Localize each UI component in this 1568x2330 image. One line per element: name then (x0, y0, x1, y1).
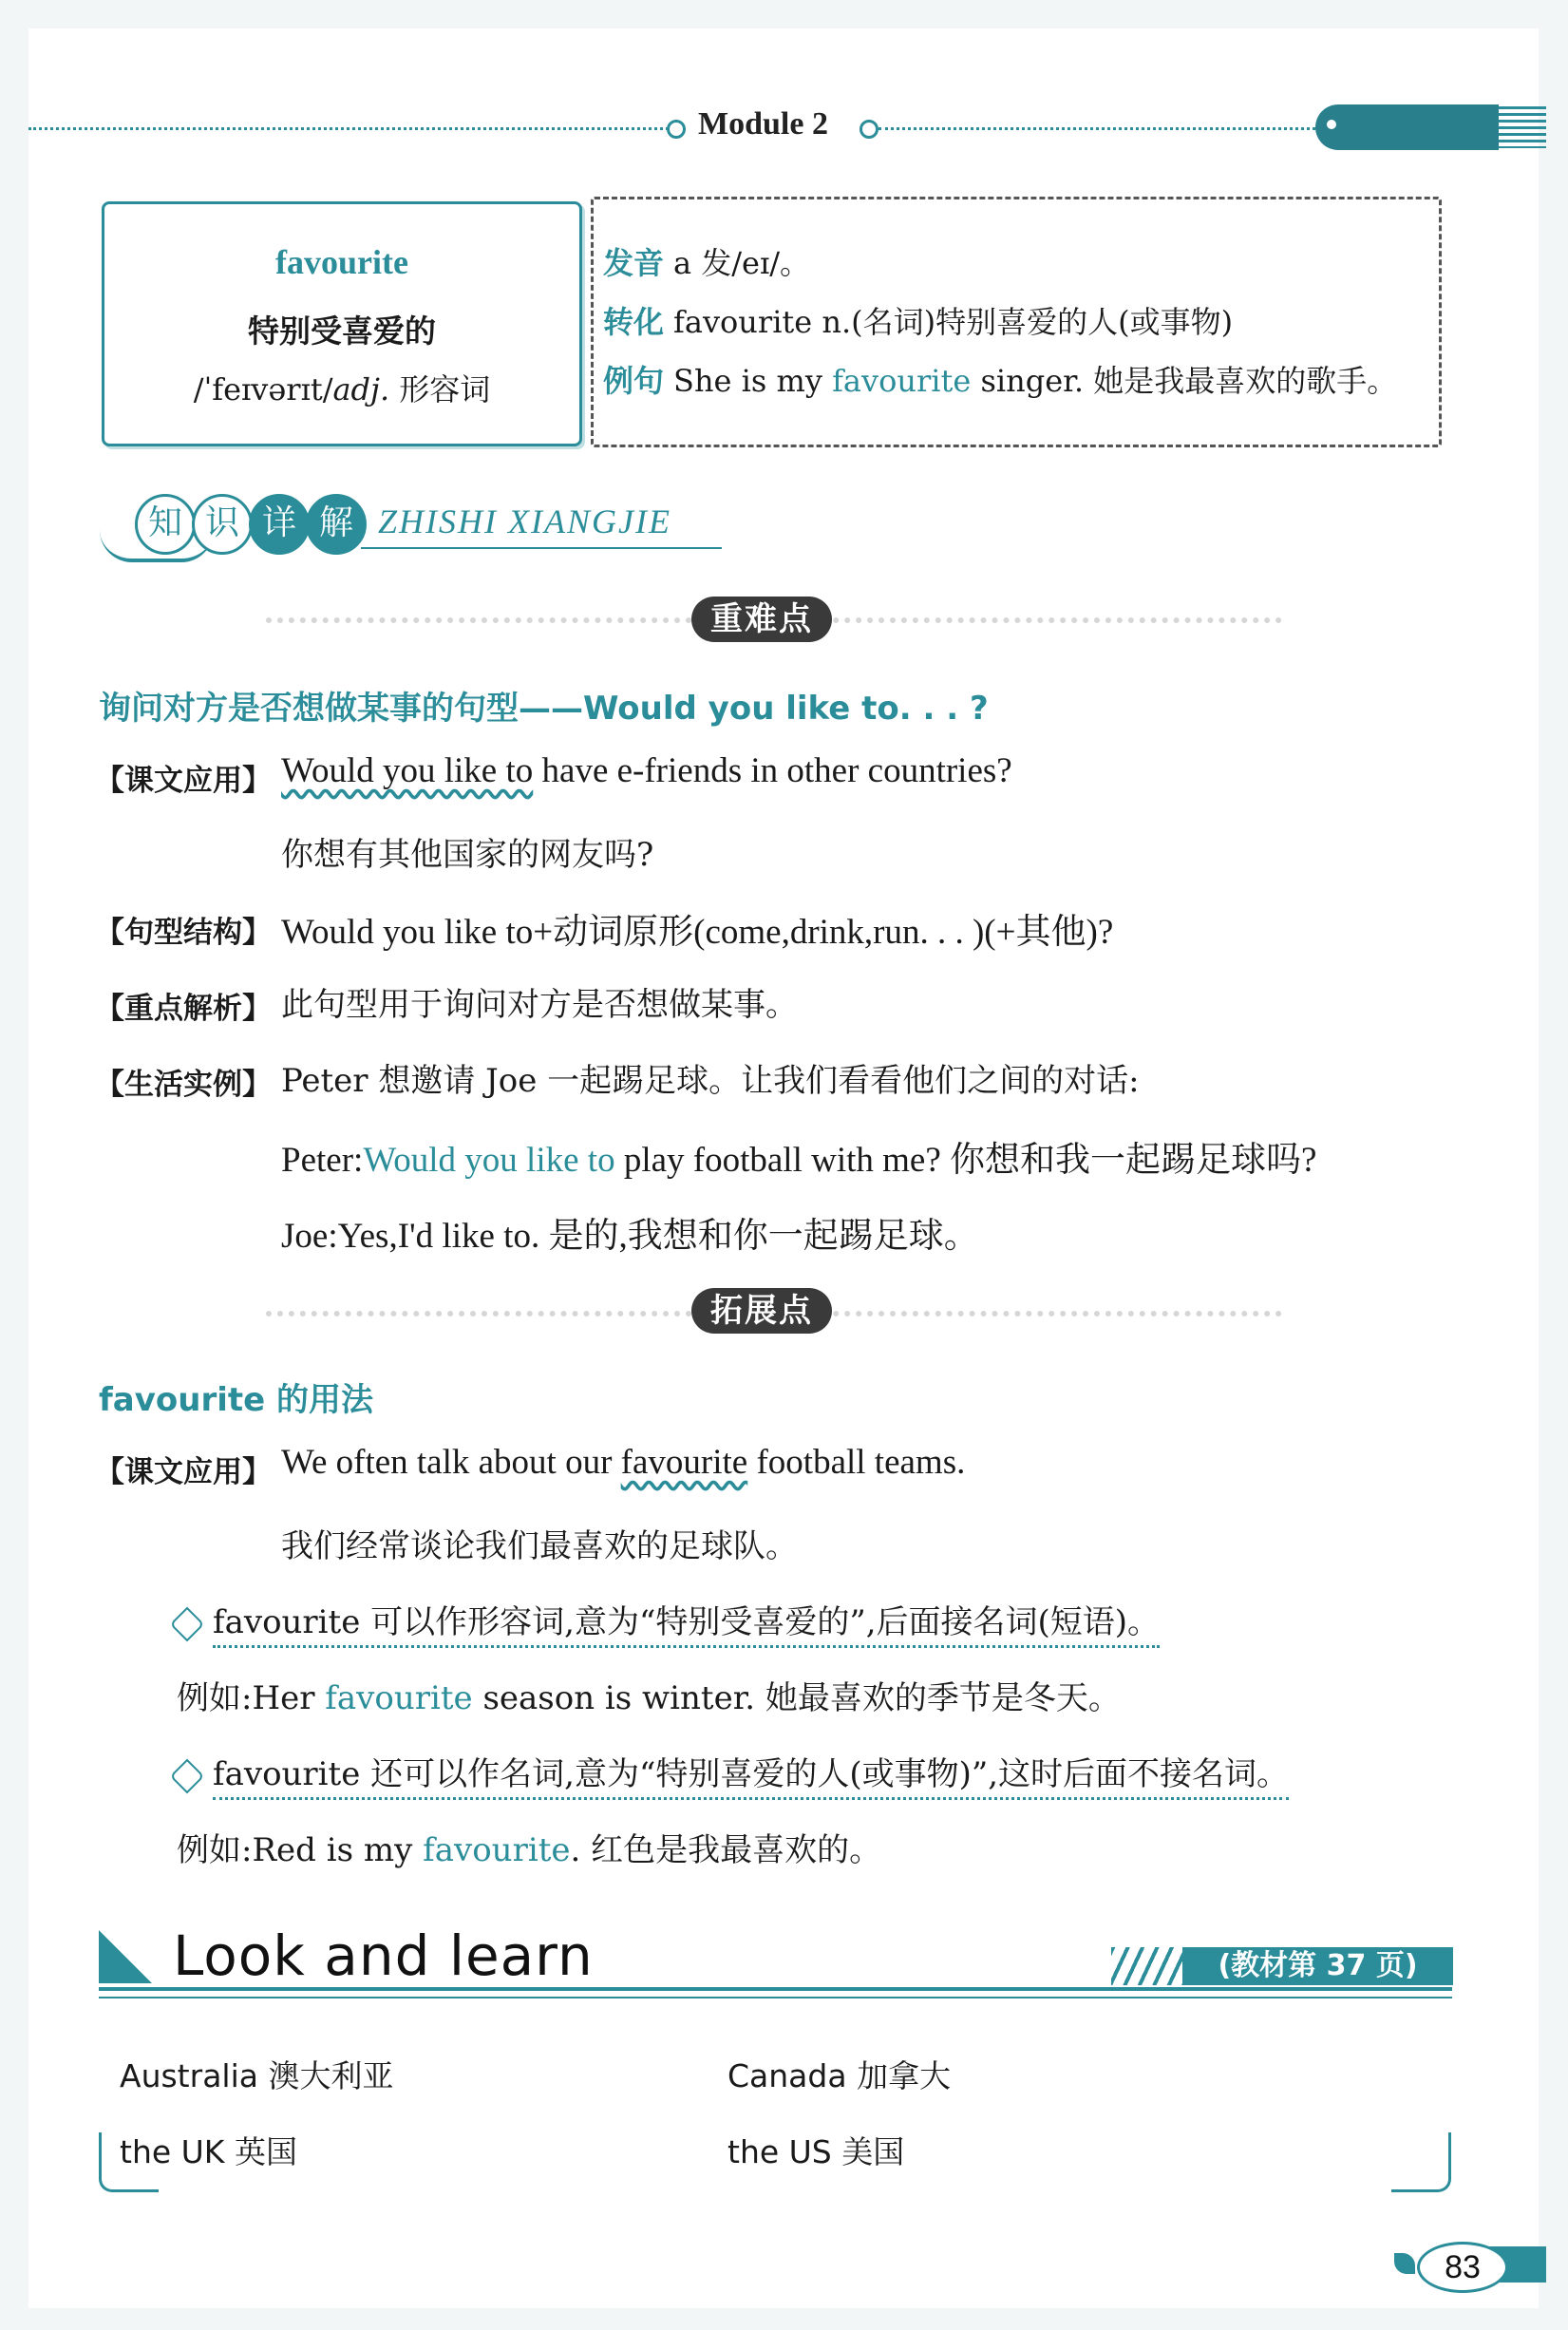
note-text: favourite n.(名词)特别喜爱的人(或事物) (673, 304, 1234, 340)
section-char: 详 (249, 494, 310, 555)
vocab-item (727, 2052, 951, 2096)
sentence-pre: We often talk about our (281, 1443, 621, 1482)
box-corner-right (1391, 2132, 1451, 2192)
example-highlight: favourite (325, 1679, 473, 1717)
vocab-en: the US (727, 2133, 832, 2170)
section-char: 知 (135, 494, 196, 555)
note-label: 例句 (603, 363, 665, 399)
note-example (603, 357, 1397, 401)
word-notes (591, 197, 1442, 447)
sentence-rest: have e-friends in other countries? (533, 751, 1012, 790)
vocab-en: Australia (120, 2057, 258, 2094)
section-underline (361, 547, 722, 549)
badge-key-points: 重难点 (691, 597, 832, 642)
note-text: a 发/eɪ/。 (673, 245, 811, 281)
note-conversion (603, 298, 1233, 342)
look-learn-page-ref: (教材第 37 页) (1182, 1947, 1453, 1985)
topic2-example-2 (177, 1824, 881, 1870)
vocab-en: the UK (120, 2133, 225, 2170)
topic1-analysis: 此句型用于询问对方是否想做某事。 (281, 986, 798, 1024)
box-corner-left (99, 2132, 159, 2192)
note-text-pre: She is my (673, 363, 833, 399)
vocab-zh: 英国 (234, 2133, 297, 2170)
tag-analysis: 【重点解析】 (95, 992, 272, 1026)
word-card-word: favourite (275, 243, 408, 281)
look-learn-title: Look and learn (173, 1923, 594, 1988)
wavy-phrase: Would you like to (281, 751, 534, 790)
note-label: 发音 (603, 245, 665, 281)
speaker: Peter: (281, 1141, 364, 1180)
header-tab (1315, 104, 1499, 150)
vocab-zh: 加拿大 (857, 2057, 952, 2094)
topic1-example-intro: Peter 想邀请 Joe 一起踢足球。让我们看看他们之间的对话: (281, 1062, 1140, 1100)
tag-structure: 【句型结构】 (95, 916, 272, 950)
section-char: 解 (306, 494, 367, 555)
topic1-application-en (281, 750, 1012, 791)
badge-extension: 拓展点 (691, 1288, 832, 1334)
look-learn-triangle (99, 1930, 152, 1983)
page-number: 83 (1417, 2242, 1508, 2293)
phonetic: /ˈfeɪvərɪt/ (193, 371, 333, 407)
dialogue-line-2: Joe:Yes,I'd like to. 是的,我想和你一起踢足球。 (281, 1217, 979, 1256)
topic2-example-1 (177, 1672, 1121, 1718)
vocab-zh: 澳大利亚 (268, 2057, 394, 2094)
look-learn-rule (99, 1987, 1452, 1991)
word-card-phonetic (104, 366, 579, 409)
dialogue-rest: play football with me? 你想和我一起踢足球吗? (614, 1141, 1317, 1180)
note-text: favourite 还可以作名词,意为“特别喜爱的人(或事物)”,这时后面不接名词。 (213, 1755, 1289, 1800)
pencil-icon (170, 1607, 205, 1642)
tag-text-application: 【课文应用】 (95, 764, 272, 798)
topic2-note-2 (175, 1748, 1289, 1794)
pencil-icon (170, 1759, 205, 1794)
wavy-word: favourite (620, 1443, 748, 1482)
topic2-heading: favourite 的用法 (99, 1381, 374, 1419)
topic1-heading: 询问对方是否想做某事的句型——Would you like to. . . ? (99, 690, 989, 728)
topic2-application-zh: 我们经常谈论我们最喜欢的足球队。 (281, 1527, 798, 1565)
example-pre: 例如:Red is my (177, 1831, 424, 1869)
dialogue-line-1 (281, 1130, 1316, 1182)
tag-life-example: 【生活实例】 (95, 1068, 272, 1102)
example-post: season is winter. 她最喜欢的季节是冬天。 (472, 1679, 1121, 1717)
vocab-item (727, 2128, 904, 2172)
header-dot-left (667, 120, 686, 139)
section-pinyin: ZHISHI XIANGJIE (378, 502, 671, 540)
note-text-post: singer. 她是我最喜欢的歌手。 (971, 363, 1398, 399)
section-char: 识 (192, 494, 253, 555)
note-pronunciation (603, 239, 810, 283)
example-pre: 例如:Her (177, 1679, 326, 1717)
sentence-post: football teams. (747, 1443, 966, 1482)
topic1-application-zh: 你想有其他国家的网友吗? (281, 836, 654, 874)
topic2-application-en (281, 1442, 965, 1483)
example-post: . 红色是我最喜欢的。 (570, 1831, 882, 1869)
vocab-en: Canada (727, 2057, 847, 2094)
look-learn-rule-thin (99, 1997, 1452, 1998)
note-text: favourite 可以作形容词,意为“特别受喜爱的”,后面接名词(短语)。 (213, 1603, 1160, 1648)
vocab-zh: 美国 (841, 2133, 905, 2170)
example-highlight: favourite (423, 1831, 571, 1869)
module-title: Module 2 (698, 106, 828, 142)
tag-text-application: 【课文应用】 (95, 1455, 272, 1489)
word-card-meaning: 特别受喜爱的 (248, 313, 436, 350)
header-rule-right (878, 127, 1315, 130)
part-of-speech-zh: 形容词 (399, 371, 491, 407)
dialogue-highlight: Would you like to (363, 1141, 615, 1180)
vocab-item (120, 2052, 393, 2096)
header-rule-left (28, 127, 674, 130)
topic2-note-1 (175, 1596, 1160, 1642)
topic1-structure: Would you like to+动词原形(come,drink,run. . . )(+其他)? (281, 913, 1114, 952)
header-tab-dot (1327, 120, 1336, 129)
header-dot-right (860, 120, 878, 139)
part-of-speech: adj. (332, 371, 390, 407)
note-highlight: favourite (832, 363, 972, 399)
header-stripes (1499, 106, 1546, 148)
note-label: 转化 (603, 304, 665, 340)
word-card (102, 201, 582, 446)
